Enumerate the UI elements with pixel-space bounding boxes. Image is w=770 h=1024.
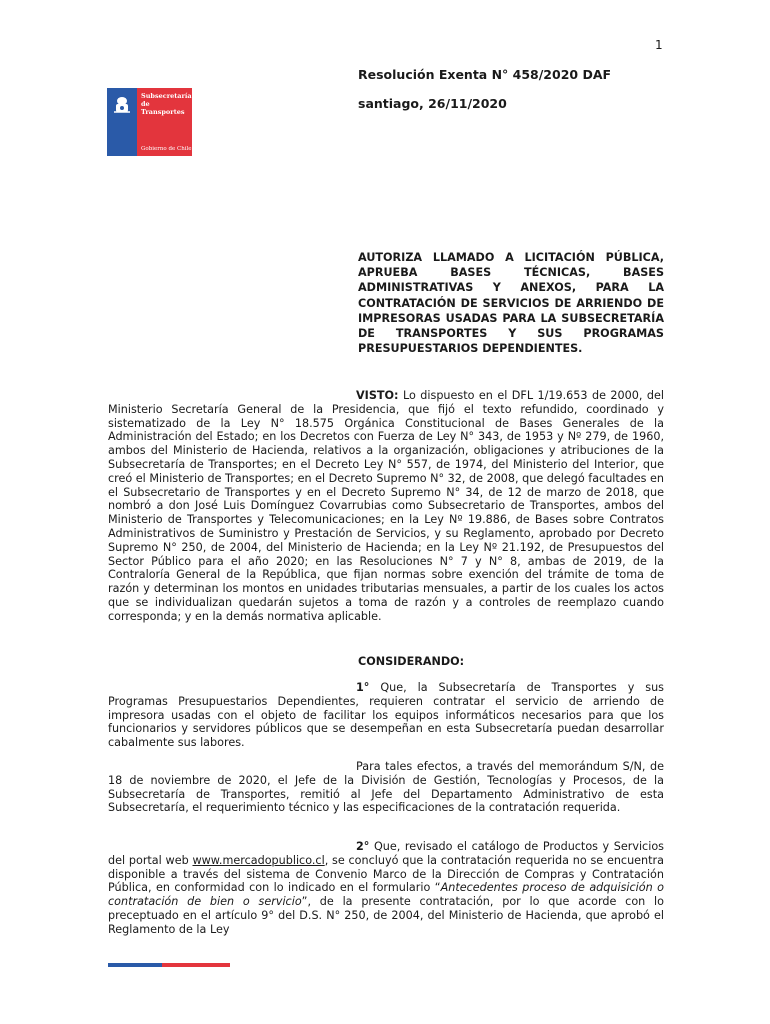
considerando-2-form-title: Antecedentes proceso de adquisición o contratación de bien o servicio: [108, 881, 664, 909]
government-logo: [107, 88, 192, 156]
logo-government: Gobierno de Chile: [141, 146, 192, 152]
page-number: 1: [655, 38, 663, 52]
footer-bar-red: [162, 963, 230, 967]
considerando-2-label: 2°: [356, 840, 370, 853]
mercadopublico-link[interactable]: www.mercadopublico.cl: [192, 853, 325, 867]
date-line: santiago, 26/11/2020: [358, 96, 507, 111]
considerando-2-text-a: Que, revisado el catálogo de Productos y Servicios del portal web: [108, 840, 664, 867]
footer-bar-blue: [108, 963, 162, 967]
considerando-2-text-b: , se concluyó que la contratación requerida no se encuentra disponible a través del sistema de Convenio Marco de la Dirección de Compras y Contratación Pública, en conformidad con lo indicado en el formulario “: [108, 853, 664, 895]
visto-label: VISTO:: [356, 389, 399, 402]
considerando-1-text: Que, la Subsecretaría de Transportes y sus Programas Presupuestarios Dependientes, requieren contratar el servicio de arriendo de impresora usadas con el objeto de facilitar los equipos informáticos necesarios para que los funcionarios y servidores públicos que se desempeñan en esta Subsecretaría puedan desarrollar cabalmente sus labores.: [108, 681, 664, 750]
logo-org-name: Subsecretaría de Transportes: [141, 92, 192, 116]
considerando-1: [108, 681, 664, 750]
visto-paragraph: [108, 389, 664, 624]
visto-text: Lo dispuesto en el DFL 1/19.653 de 2000, del Ministerio Secretaría General de la Presidencia, que fijó el texto refundido, coordinado y sistematizado de la Ley N° 18.575 Orgánica Constitucional de Bases Generales de la Administración del Estado; en los Decretos con Fuerza de Ley N° 343, de 1953 y Nº 279, de 1960, ambos del Ministerio de Hacienda, relativos a la organización, obligaciones y atribuciones de la Subsecretaría de Transportes; en el Decreto Ley N° 557, de 1974, del Ministerio del Interior, que creó el Ministerio de Transportes; en el Decreto Supremo N° 32, de 2008, que delegó facultades en el Subsecretario de Transportes y en el Decreto Supremo N° 34, de 12 de marzo de 2018, que nombró a don José Luis Domínguez Covarrubias como Subsecretario de Transportes, ambos del Ministerio de Transportes y Telecomunicaciones; en la Ley Nº 19.886, de Bases sobre Contratos Administrativos de Suministro y Prestación de Servicios, y su Reglamento, aprobado por Decreto Supremo N° 250, de 2004, del Ministerio de Hacienda; en la Ley Nº 21.192, de Presupuestos del Sector Público para el año 2020; en las Resoluciones N° 7 y N° 8, ambas de 2019, de la Contraloría General de la República, que fijan normas sobre exención del trámite de toma de razón y determinan los montos en unidades tributarias mensuales, a partir de los cuales los actos que se individualizan quedarán sujetos a toma de razón y a controles de reemplazo cuando corresponda; y en la demás normativa aplicable.: [108, 389, 664, 623]
resolution-subject: AUTORIZA LLAMADO A LICITACIÓN PÚBLICA, APRUEBA BASES TÉCNICAS, BASES ADMINISTRATIVAS Y ANEXOS, PARA LA CONTRATACIÓN DE SERVICIOS DE ARRIENDO DE IMPRESORAS USADAS PARA LA SUBSECRETARÍA DE TRANSPORTES Y SUS PROGRAMAS PRESUPUESTARIOS DEPENDIENTES.: [358, 251, 664, 356]
considerando-2: [108, 840, 664, 937]
considerando-heading: CONSIDERANDO:: [358, 655, 465, 668]
considerando-1-label: 1°: [356, 681, 370, 694]
footer-color-bar: [108, 963, 230, 967]
coat-of-arms-icon: [112, 94, 132, 116]
resolution-number: Resolución Exenta N° 458/2020 DAF: [358, 67, 612, 82]
considerando-1b: [108, 760, 664, 815]
considerando-2-text-c: ”, de la presente contratación, por lo que acorde con lo preceptuado en el artículo 9° del D.S. N° 250, de 2004, del Ministerio de Hacienda, que aprobó el Reglamento de la Ley: [108, 895, 665, 936]
considerando-1b-text: Para tales efectos, a través del memorándum S/N, de 18 de noviembre de 2020, el Jefe de la División de Gestión, Tecnologías y Procesos, de la Subsecretaría de Transportes, remitió al Jefe del Departamento Administrativo de esta Subsecretaría, el requerimiento técnico y las especificaciones de la contratación requerida.: [108, 760, 664, 815]
